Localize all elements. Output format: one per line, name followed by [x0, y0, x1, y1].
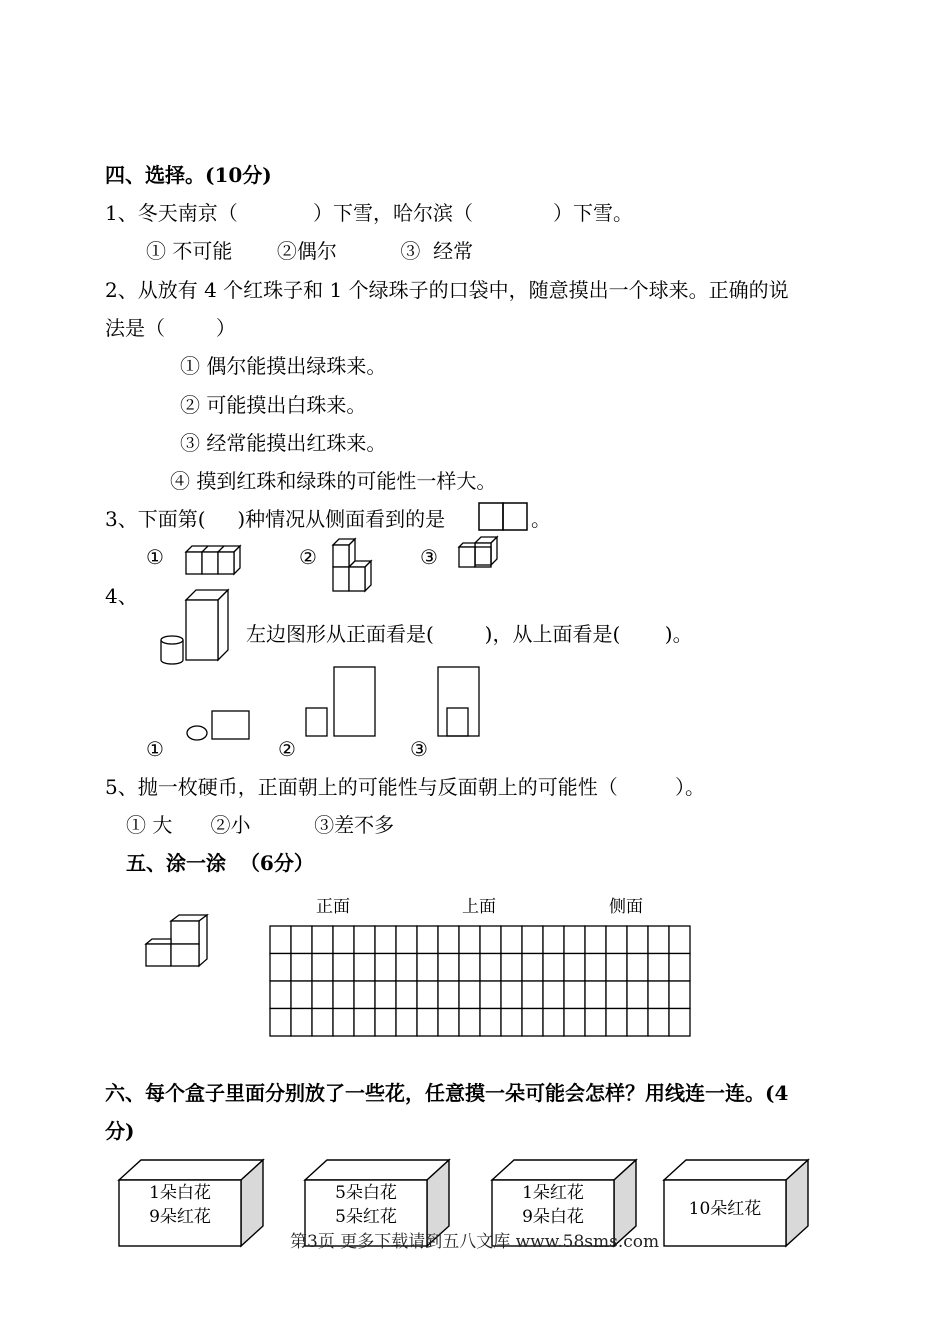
q2-option-4: ④ 摸到红珠和绿珠的可能性一样大。	[170, 469, 497, 493]
grid-cell[interactable]	[606, 926, 627, 954]
grid-cell[interactable]	[480, 954, 501, 982]
section-6-heading-line2: 分)	[105, 1119, 135, 1143]
q5-options: ① 大 ②小 ③差不多	[126, 813, 395, 837]
grid-cell[interactable]	[543, 1009, 564, 1037]
q3-option-2-cubes	[331, 537, 375, 595]
grid-label-front: 正面	[316, 897, 350, 917]
grid-cell[interactable]	[291, 1009, 312, 1037]
q3-side-view-figure	[478, 502, 530, 532]
q1-options: ① 不可能 ②偶尔 ③ 经常	[146, 239, 474, 263]
grid-cell[interactable]	[333, 954, 354, 982]
grid-cell[interactable]	[375, 954, 396, 982]
grid-label-top: 上面	[462, 897, 496, 917]
grid-cell[interactable]	[606, 954, 627, 982]
grid-cell[interactable]	[459, 926, 480, 954]
q4-option-1-label: ①	[146, 737, 164, 761]
grid-cell[interactable]	[522, 954, 543, 982]
grid-cell[interactable]	[396, 954, 417, 982]
grid-cell[interactable]	[291, 981, 312, 1009]
q4-option-3-figure	[436, 665, 482, 739]
grid-cell[interactable]	[606, 1009, 627, 1037]
grid-cell[interactable]	[522, 1009, 543, 1037]
q2-line2: 法是（ ）	[105, 316, 236, 340]
q4-text: 左边图形从正面看是( )，从上面看是( )。	[246, 622, 693, 646]
grid-cell[interactable]	[669, 954, 690, 982]
grid-cell[interactable]	[564, 981, 585, 1009]
grid-cell[interactable]	[333, 981, 354, 1009]
grid-cell[interactable]	[375, 981, 396, 1009]
grid-cell[interactable]	[648, 981, 669, 1009]
grid-cell[interactable]	[438, 954, 459, 982]
q3-option-3-label: ③	[420, 545, 438, 569]
grid-cell[interactable]	[333, 926, 354, 954]
q4-option-2-label: ②	[278, 737, 296, 761]
grid-cell[interactable]	[396, 981, 417, 1009]
grid-cell[interactable]	[312, 926, 333, 954]
grid-cell[interactable]	[627, 926, 648, 954]
grid-cell[interactable]	[459, 981, 480, 1009]
q3-option-2-label: ②	[299, 545, 317, 569]
flower-box-4-text: 10朵红花	[688, 1199, 762, 1219]
flower-box-1-text: 1朵白花 9朵红花	[149, 1183, 211, 1227]
grid-cell[interactable]	[312, 954, 333, 982]
grid-cell[interactable]	[480, 926, 501, 954]
q3-text-a: 3、下面第( )种情况从侧面看到的是	[105, 507, 446, 531]
grid-cell[interactable]	[270, 981, 291, 1009]
grid-cell[interactable]	[564, 954, 585, 982]
grid-cell[interactable]	[501, 926, 522, 954]
grid-cell[interactable]	[417, 954, 438, 982]
grid-cell[interactable]	[354, 1009, 375, 1037]
q4-option-3-label: ③	[410, 737, 428, 761]
grid-cell[interactable]	[480, 1009, 501, 1037]
grid-cell[interactable]	[585, 926, 606, 954]
q4-solid-figures	[158, 588, 234, 664]
grid-cell[interactable]	[669, 926, 690, 954]
grid-cell[interactable]	[522, 926, 543, 954]
grid-cell[interactable]	[459, 954, 480, 982]
flower-box-2-text: 5朵白花 5朵红花	[335, 1183, 397, 1227]
grid-cell[interactable]	[312, 1009, 333, 1037]
grid-cell[interactable]	[438, 981, 459, 1009]
grid-cell[interactable]	[669, 1009, 690, 1037]
grid-cell[interactable]	[312, 981, 333, 1009]
grid-cell[interactable]	[543, 926, 564, 954]
grid-cell[interactable]	[375, 926, 396, 954]
q4-number: 4、	[105, 584, 138, 608]
grid-cell[interactable]	[459, 1009, 480, 1037]
grid-cell[interactable]	[501, 1009, 522, 1037]
grid-cell[interactable]	[627, 1009, 648, 1037]
grid-cell[interactable]	[396, 1009, 417, 1037]
grid-cell[interactable]	[480, 981, 501, 1009]
grid-cell[interactable]	[438, 1009, 459, 1037]
grid-cell[interactable]	[543, 981, 564, 1009]
grid-cell[interactable]	[669, 981, 690, 1009]
q3-text-b: 。	[531, 507, 551, 531]
page-footer: 第3页 更多下载请到五八文库 www.58sms.com	[290, 1232, 660, 1252]
grid-cell[interactable]	[354, 981, 375, 1009]
grid-cell[interactable]	[417, 981, 438, 1009]
grid-cell[interactable]	[354, 954, 375, 982]
grid-label-side: 侧面	[609, 897, 643, 917]
grid-cell[interactable]	[354, 926, 375, 954]
grid-cell[interactable]	[501, 981, 522, 1009]
q2-option-3: ③ 经常能摸出红珠来。	[180, 431, 387, 455]
grid-cell[interactable]	[648, 926, 669, 954]
q2-line1: 2、从放有 4 个红珠子和 1 个绿珠子的口袋中，随意摸出一个球来。正确的说	[105, 278, 789, 302]
q4-option-2-figure	[304, 665, 378, 739]
q1-text-b: ）下雪，哈尔滨（	[313, 201, 473, 225]
grid-cell[interactable]	[291, 926, 312, 954]
grid-cell[interactable]	[501, 954, 522, 982]
q2-option-2: ② 可能摸出白珠来。	[180, 393, 367, 417]
q3-option-3-cubes	[457, 535, 503, 571]
grid-cell[interactable]	[585, 954, 606, 982]
grid-cell[interactable]	[417, 1009, 438, 1037]
grid-cell[interactable]	[417, 926, 438, 954]
grid-cell[interactable]	[564, 926, 585, 954]
q3-option-1-label: ①	[146, 545, 164, 569]
grid-cell[interactable]	[543, 954, 564, 982]
grid-cell[interactable]	[270, 1009, 291, 1037]
coloring-grid[interactable]	[269, 925, 691, 1037]
grid-cell[interactable]	[648, 954, 669, 982]
grid-cell[interactable]	[270, 926, 291, 954]
grid-cell[interactable]	[438, 926, 459, 954]
grid-cell[interactable]	[564, 1009, 585, 1037]
grid-cell[interactable]	[270, 954, 291, 982]
q1-text-a: 1、冬天南京（	[105, 201, 238, 225]
q5-text: 5、抛一枚硬币，正面朝上的可能性与反面朝上的可能性（ ）。	[105, 775, 705, 799]
grid-cell[interactable]	[585, 1009, 606, 1037]
flower-box-3-text: 1朵红花 9朵白花	[522, 1183, 584, 1227]
section-5-heading: 五、涂一涂 （6分）	[126, 851, 314, 875]
section-6-heading-line1: 六、每个盒子里面分别放了一些花，任意摸一朵可能会怎样？用线连一连。(4	[105, 1081, 789, 1105]
grid-cell[interactable]	[291, 954, 312, 982]
grid-cell[interactable]	[585, 981, 606, 1009]
q4-option-1-figure	[186, 708, 252, 742]
grid-cell[interactable]	[648, 1009, 669, 1037]
grid-cell[interactable]	[522, 981, 543, 1009]
q1-text-c: ）下雪。	[553, 201, 633, 225]
grid-cell[interactable]	[627, 954, 648, 982]
section-4-heading: 四、选择。(10分)	[105, 163, 272, 187]
grid-cell[interactable]	[606, 981, 627, 1009]
q3-option-1-cubes	[184, 544, 244, 576]
grid-cell[interactable]	[396, 926, 417, 954]
section-5-cube-stack	[143, 913, 211, 969]
q2-option-1: ① 偶尔能摸出绿珠来。	[180, 354, 387, 378]
grid-cell[interactable]	[375, 1009, 396, 1037]
grid-cell[interactable]	[627, 981, 648, 1009]
grid-cell[interactable]	[333, 1009, 354, 1037]
